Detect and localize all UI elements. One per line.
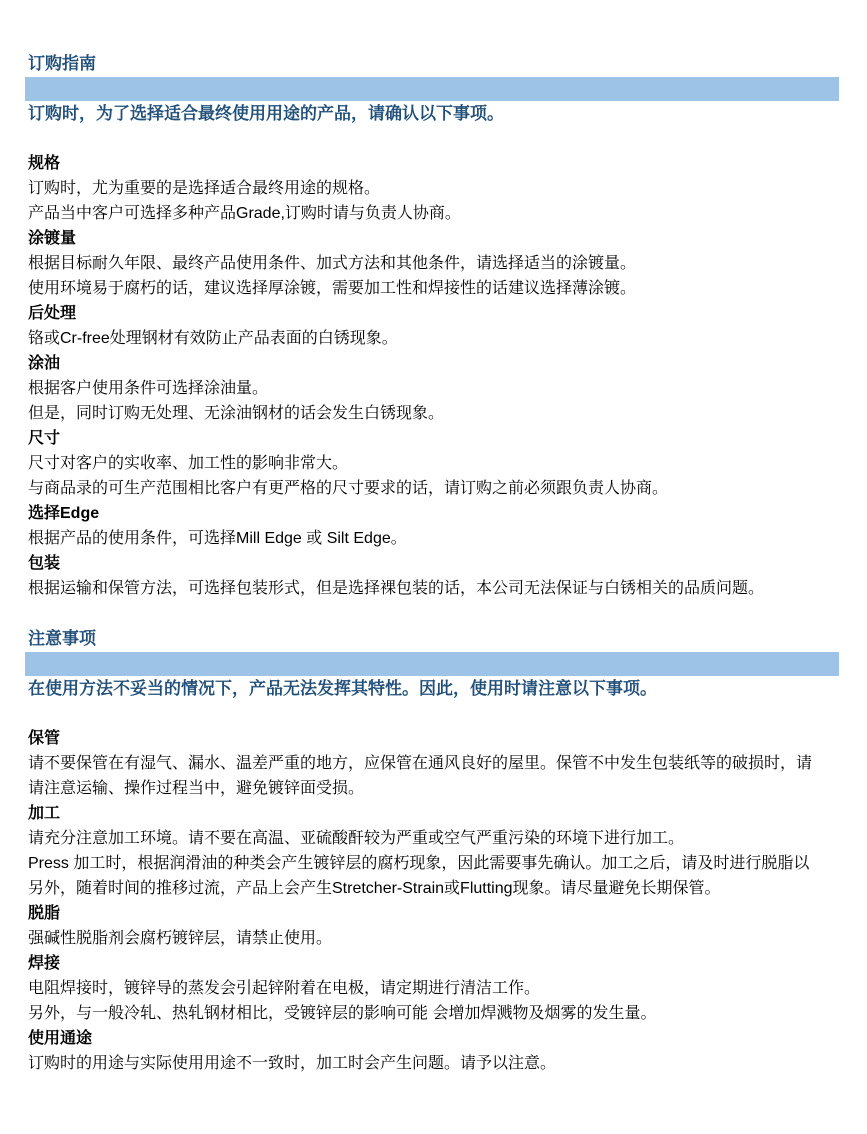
section-divider-band <box>25 77 839 101</box>
section-1 <box>0 626 839 1076</box>
list-item <box>0 726 839 801</box>
list-item <box>0 501 839 551</box>
list-item <box>0 301 839 351</box>
item-title: 规格 <box>28 155 61 172</box>
item-text: 铬或Cr-free处理钢材有效防止产品表面的白锈现象。 <box>28 330 398 347</box>
item-title: 后处理 <box>28 305 77 322</box>
list-item <box>0 951 839 1026</box>
item-title: 使用通途 <box>28 1030 93 1047</box>
item-title: 尺寸 <box>28 430 61 447</box>
list-item <box>0 226 839 301</box>
item-title: 加工 <box>28 805 61 822</box>
item-text: 强碱性脱脂剂会腐朽镀锌层，请禁止使用。 <box>28 930 333 947</box>
list-item <box>0 151 839 226</box>
item-title: 焊接 <box>28 955 61 972</box>
spacer <box>0 126 839 151</box>
item-title: 涂镀量 <box>28 230 77 247</box>
item-text: 尺寸对客户的实收率、加工性的影响非常大。 <box>28 455 349 472</box>
item-title: 选择Edge <box>28 505 100 522</box>
section-title: 订购指南 <box>28 54 96 73</box>
list-item <box>0 901 839 951</box>
list-item <box>0 351 839 426</box>
item-title: 保管 <box>28 730 61 747</box>
section-divider-band <box>25 652 839 676</box>
item-text: 订购时的用途与实际使用用途不一致时，加工时会产生问题。请予以注意。 <box>28 1055 557 1072</box>
item-text: 请充分注意加工环境。请不要在高温、亚硫酸酐较为严重或空气严重污染的环境下进行加工。 <box>28 830 685 847</box>
item-text: 但是，同时订购无处理、无涂油钢材的话会发生白锈现象。 <box>28 405 445 422</box>
spacer <box>0 701 839 726</box>
item-text: 根据运输和保管方法，可选择包装形式，但是选择裸包装的话，本公司无法保证与白锈相关的品质问题。 <box>28 580 765 597</box>
item-text: 另外，随着时间的推移过流，产品上会产生Stretcher-Strain或Flutting现象。请尽量避免长期保管。 <box>28 880 721 897</box>
item-text: 请不要保管在有湿气、漏水、温差严重的地方，应保管在通风良好的屋里。保管不中发生包装纸等的破损时，请 <box>28 755 813 772</box>
item-text: 另外，与一般冷轧、热轧钢材相比，受镀锌层的影响可能 会增加焊溅物及烟雾的发生量。 <box>28 1005 657 1022</box>
list-item <box>0 551 839 601</box>
item-text: 根据客户使用条件可选择涂油量。 <box>28 380 269 397</box>
item-text: 根据目标耐久年限、最终产品使用条件、加式方法和其他条件，请选择适当的涂镀量。 <box>28 255 637 272</box>
list-item <box>0 426 839 501</box>
list-item <box>0 801 839 901</box>
section-title: 注意事项 <box>28 629 96 648</box>
item-title: 包装 <box>28 555 61 572</box>
spacer <box>0 601 839 626</box>
item-text: 使用环境易于腐朽的话，建议选择厚涂镀，需要加工性和焊接性的话建议选择薄涂镀。 <box>28 280 637 297</box>
item-text: 订购时，尤为重要的是选择适合最终用途的规格。 <box>28 180 381 197</box>
item-text: 请注意运输、操作过程当中，避免镀锌面受损。 <box>28 780 365 797</box>
item-text: 根据产品的使用条件，可选择Mill Edge 或 Silt Edge。 <box>28 530 407 547</box>
section-subtitle: 订购时，为了选择适合最终使用用途的产品，请确认以下事项。 <box>28 104 504 123</box>
item-text: 与商品录的可生产范围相比客户有更严格的尺寸要求的话，请订购之前必须跟负责人协商。 <box>28 480 669 497</box>
list-item <box>0 1026 839 1076</box>
section-0 <box>0 51 839 601</box>
item-title: 脱脂 <box>28 905 61 922</box>
item-text: 电阻焊接时，镀锌导的蒸发会引起锌附着在电极，请定期进行清洁工作。 <box>28 980 541 997</box>
item-text: Press 加工时，根据润滑油的种类会产生镀锌层的腐朽现象，因此需要事先确认。加工之后，请及时进行脱脂以 <box>28 855 810 872</box>
item-text: 产品当中客户可选择多种产品Grade,订购时请与负责人协商。 <box>28 205 461 222</box>
item-title: 涂油 <box>28 355 61 372</box>
document-page <box>0 51 839 1076</box>
section-subtitle: 在使用方法不妥当的情况下，产品无法发挥其特性。因此，使用时请注意以下事项。 <box>28 679 657 698</box>
